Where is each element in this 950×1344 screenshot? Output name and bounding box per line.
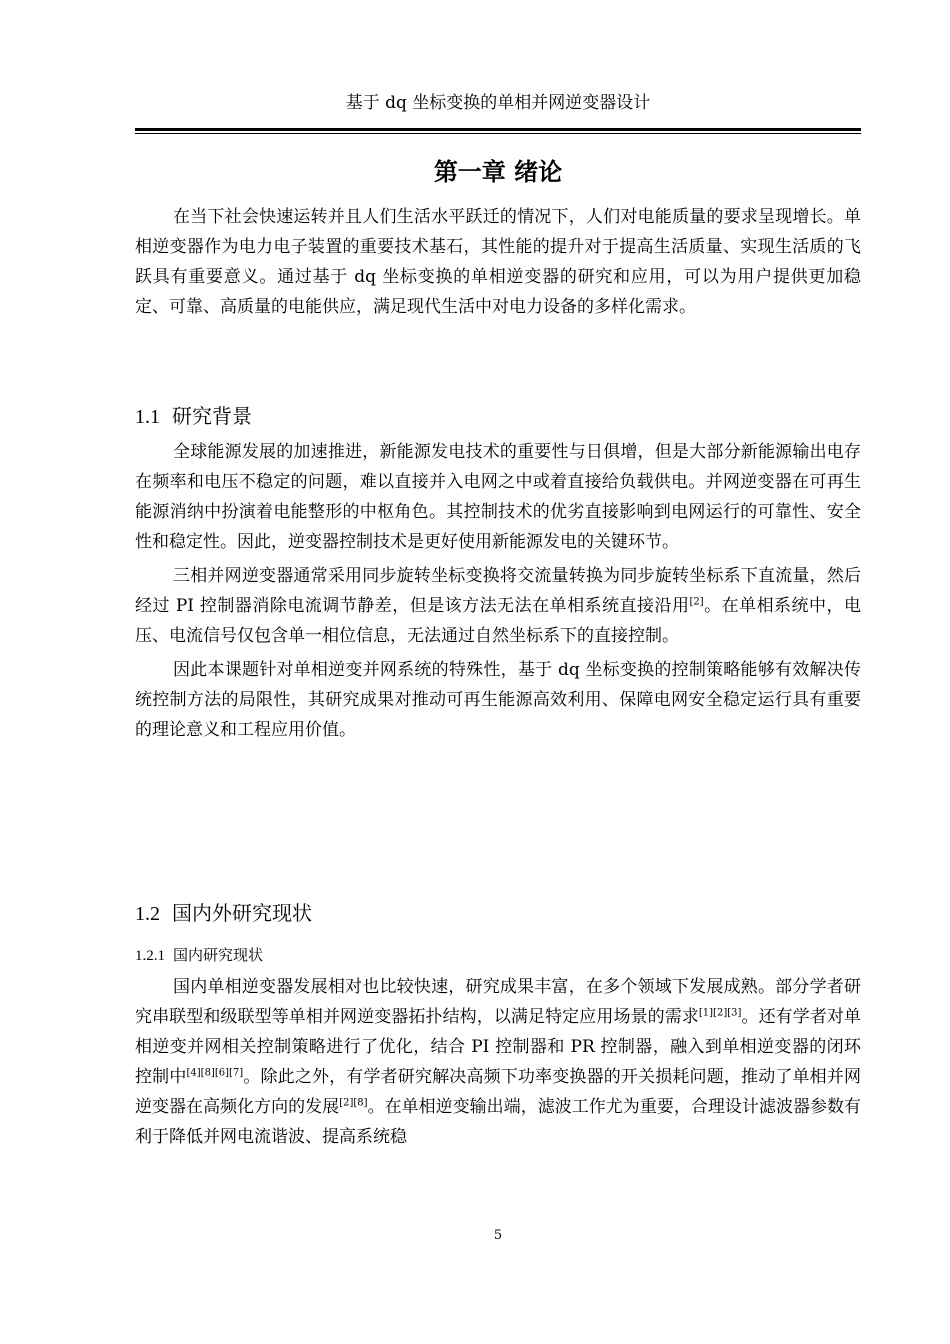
- paragraph-text: 。在单相逆变输出端，滤波工作尤为重要，合理设计滤波器参数有利于降低并网电流谐波、提高系统稳: [135, 1097, 862, 1147]
- paragraph-text: 三相并网逆变器通常采用同步旋转坐标变换将交流量转换为同步旋转坐标系下直流量，然后经过 PI 控制器消除电流调节静差，但是该方法无法在单相系统直接沿用: [135, 566, 861, 616]
- citation: [2][8]: [339, 1097, 368, 1109]
- paragraph-text: 。在单相系统中，电压、电流信号仅包含单一相位信息，无法通过自然坐标系下的直接控制。: [135, 596, 861, 646]
- subsection-title: 国内研究现状: [173, 946, 264, 964]
- section-number: 1.2: [135, 903, 160, 925]
- chapter-title: 第一章 绪论: [433, 158, 563, 186]
- paragraph: 因此本课题针对单相逆变并网系统的特殊性，基于 dq 坐标变换的控制策略能够有效解决传统控制方法的局限性，其研究成果对推动可再生能源高效利用、保障电网安全稳定运行具有重要的理论意义和工程应用价值。: [135, 660, 861, 740]
- subsection-heading-1-2-1: [135, 944, 263, 967]
- paragraph-text: 。除此之外，有学者研究解决高频下功率变换器的开关损耗问题，推动了单相并网逆变器在高频化方向的发展: [135, 1067, 862, 1117]
- citation: [4][8][6][7]: [186, 1067, 244, 1079]
- page-number: 5: [493, 1228, 503, 1243]
- section-number: 1.1: [135, 406, 160, 428]
- section-1-2-1-body: [135, 972, 861, 1152]
- paragraph: 全球能源发展的加速推进，新能源发电技术的重要性与日俱增，但是大部分新能源输出电存在频率和电压不稳定的问题，难以直接并入电网之中或着直接给负载供电。并网逆变器在可再生能源消纳中扮演着电能整形的中枢角色。其控制技术的优劣直接影响到电网运行的可靠性、安全性和稳定性。因此，逆变器控制技术是更好使用新能源发电的关键环节。: [135, 442, 861, 552]
- section-1-1-body: [135, 437, 861, 745]
- header-rule-thick: [135, 128, 861, 131]
- paragraph: [135, 972, 861, 1152]
- paragraph: [135, 561, 861, 651]
- section-heading-1-1: [135, 402, 252, 431]
- intro-section: [135, 202, 861, 322]
- section-title: 国内外研究现状: [172, 901, 312, 925]
- running-header: 基于 dq 坐标变换的单相并网逆变器设计: [345, 93, 651, 113]
- section-heading-1-2: [135, 899, 312, 928]
- citation: [1][2][3]: [698, 1007, 742, 1019]
- citation: [2]: [689, 596, 704, 608]
- paragraph-text: 。还有学者对单相逆变并网相关控制策略进行了优化，结合 PI 控制器和 PR 控制器，融入到单相逆变器的闭环控制中: [135, 1007, 862, 1087]
- paragraph-text: 国内单相逆变器发展相对也比较快速，研究成果丰富，在多个领域下发展成熟。部分学者研究串联型和级联型等单相并网逆变器拓扑结构，以满足特定应用场景的需求: [135, 977, 861, 1027]
- header-rule-thin: [135, 133, 861, 134]
- subsection-number: 1.2.1: [135, 948, 165, 964]
- section-title: 研究背景: [172, 404, 252, 428]
- intro-paragraph: 在当下社会快速运转并且人们生活水平跃迁的情况下，人们对电能质量的要求呈现增长。单相逆变器作为电力电子装置的重要技术基石，其性能的提升对于提高生活质量、实现生活质的飞跃具有重要意义。通过基于 dq 坐标变换的单相逆变器的研究和应用，可以为用户提供更加稳定、可靠、高质量的电能供应，满足现代生活中对电力设备的多样化需求。: [135, 207, 861, 317]
